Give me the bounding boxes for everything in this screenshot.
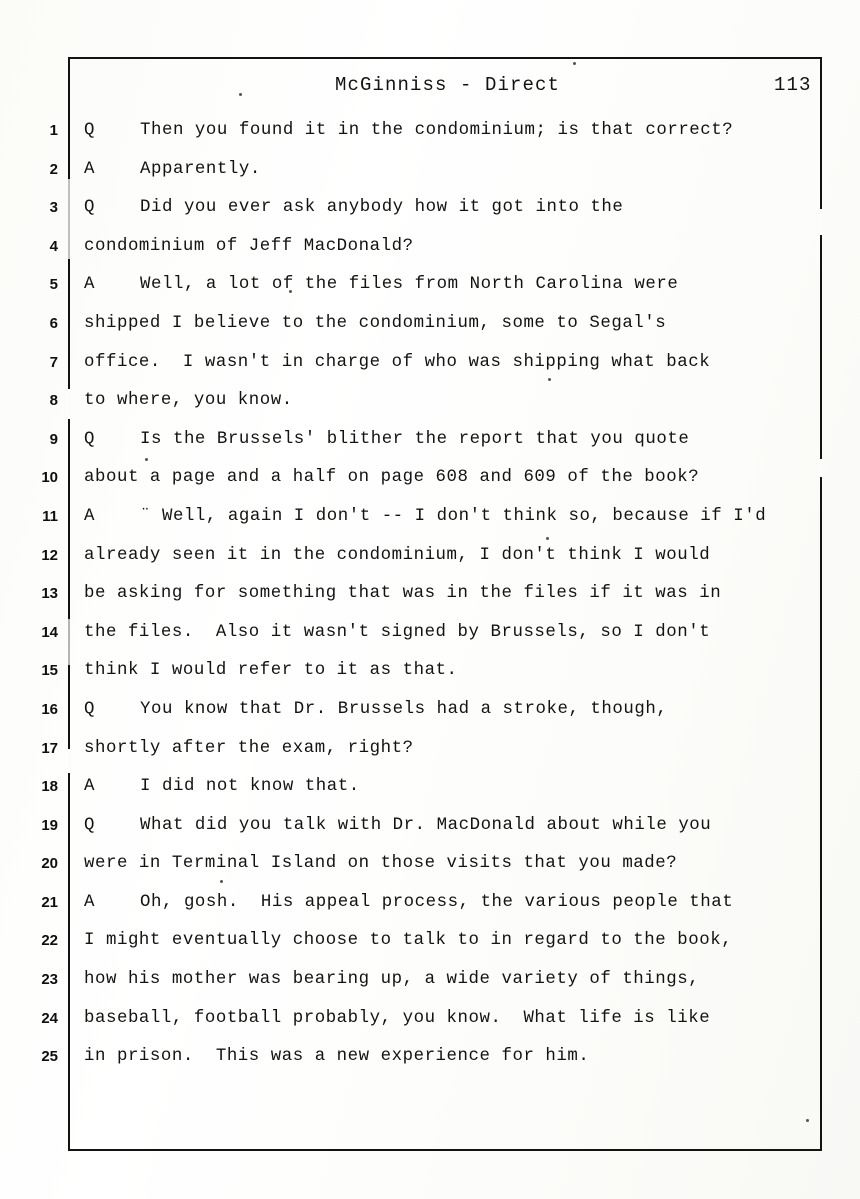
transcript-line-text: to where, you know.	[84, 391, 293, 411]
transcript-line	[84, 620, 808, 659]
line-number-gutter	[20, 118, 64, 1083]
transcript-line-text: You know that Dr. Brussels had a stroke, though,	[140, 699, 668, 719]
transcript-line	[84, 234, 808, 273]
transcript-line-text: office. I wasn't in charge of who was shipping what back	[84, 352, 711, 372]
line-number: 15	[41, 662, 58, 680]
line-number: 3	[49, 199, 58, 217]
transcript-line-text: What did you talk with Dr. MacDonald about while you	[140, 815, 712, 835]
line-number: 10	[41, 469, 58, 487]
speaker-marker: Q	[84, 121, 95, 140]
transcript-line	[84, 157, 808, 196]
line-number: 5	[49, 276, 58, 294]
transcript-line	[84, 543, 808, 582]
line-number: 9	[49, 430, 58, 448]
transcript-line	[84, 736, 808, 775]
line-number: 23	[41, 971, 58, 989]
transcript-line	[84, 311, 808, 350]
line-number: 12	[41, 546, 58, 564]
line-number: 7	[49, 353, 58, 371]
transcript-line-text: Well, a lot of the files from North Carolina were	[140, 275, 679, 295]
speaker-marker: A	[84, 275, 95, 295]
speaker-marker: Q	[84, 699, 95, 719]
transcript-line	[84, 1006, 808, 1045]
transcript-line-text: shortly after the exam, right?	[84, 738, 414, 758]
transcript-line-text: the files. Also it wasn't signed by Brussels, so I don't	[84, 622, 711, 642]
transcript-line	[84, 774, 808, 813]
transcript-line	[84, 581, 808, 620]
transcript-line	[84, 890, 808, 929]
speaker-marker: Q	[84, 815, 95, 835]
scan-speck	[239, 93, 242, 96]
transcript-line	[84, 967, 808, 1006]
transcript-line-text: about a page and a half on page 608 and 609 of the book?	[84, 468, 700, 488]
transcript-line-text: ¨ Well, again I don't -- I don't think so, because if I'd	[140, 506, 767, 526]
transcript-line-text: in prison. This was a new experience for him.	[84, 1047, 590, 1067]
transcript-line	[84, 851, 808, 890]
speaker-marker: Q	[84, 198, 95, 218]
line-number: 8	[49, 392, 58, 410]
line-number: 19	[41, 816, 58, 834]
line-number: 2	[49, 160, 58, 178]
line-number: 21	[41, 893, 58, 911]
transcript-line	[84, 697, 808, 736]
line-number: 14	[41, 623, 58, 641]
transcript-line	[84, 388, 808, 427]
transcript-line-text: shipped I believe to the condominium, some to Segal's	[84, 313, 667, 333]
line-number: 4	[49, 237, 58, 255]
line-number: 1	[49, 122, 58, 139]
line-number: 13	[41, 585, 58, 603]
transcript-line	[84, 195, 808, 234]
scan-speck	[806, 1119, 809, 1122]
border-scan-gap	[68, 389, 71, 419]
border-scan-gap	[819, 209, 822, 235]
page-number: 113	[774, 74, 812, 96]
transcript-line	[84, 118, 808, 157]
transcript-line	[84, 1044, 808, 1083]
transcript-line	[84, 465, 808, 504]
border-scan-gap	[819, 459, 822, 477]
transcript-line-text: how his mother was bearing up, a wide variety of things,	[84, 970, 700, 990]
transcript-line	[84, 658, 808, 697]
transcript-header-title: McGinniss - Direct	[335, 74, 561, 96]
transcript-line	[84, 427, 808, 466]
line-number: 11	[42, 507, 58, 525]
transcript-line-text: I might eventually choose to talk to in regard to the book,	[84, 931, 733, 951]
transcript-line-text: Oh, gosh. His appeal process, the various people that	[140, 892, 734, 912]
speaker-marker: Q	[84, 429, 95, 449]
transcript-line	[84, 504, 808, 543]
speaker-marker: A	[84, 506, 95, 526]
transcript-line	[84, 928, 808, 967]
transcript-line	[84, 272, 808, 311]
transcript-body	[84, 118, 808, 1083]
line-number: 16	[41, 700, 58, 718]
transcript-line-text: condominium of Jeff MacDonald?	[84, 236, 414, 256]
transcript-line-text: baseball, football probably, you know. What life is like	[84, 1008, 711, 1028]
line-number: 25	[41, 1048, 58, 1066]
line-number: 24	[41, 1009, 58, 1027]
line-number: 17	[41, 739, 58, 757]
transcript-line-text: were in Terminal Island on those visits that you made?	[84, 854, 678, 874]
transcript-line-text: Then you found it in the condominium; is that correct?	[140, 121, 734, 140]
border-scan-gap	[68, 749, 71, 773]
scan-speck	[573, 62, 576, 65]
speaker-marker: A	[84, 777, 95, 797]
line-number: 6	[49, 314, 58, 332]
line-number: 18	[41, 778, 58, 796]
line-number: 20	[41, 855, 58, 873]
transcript-line-text: already seen it in the condominium, I don't think I would	[84, 545, 711, 565]
speaker-marker: A	[84, 892, 95, 912]
transcript-line-text: Is the Brussels' blither the report that you quote	[140, 429, 690, 449]
transcript-line-text: Apparently.	[140, 159, 261, 179]
transcript-line	[84, 813, 808, 852]
transcript-line-text: I did not know that.	[140, 777, 360, 797]
line-number: 22	[41, 932, 58, 950]
transcript-line-text: think I would refer to it as that.	[84, 661, 458, 681]
page-header	[68, 74, 822, 104]
speaker-marker: A	[84, 159, 95, 179]
transcript-line-text: Did you ever ask anybody how it got into the	[140, 198, 624, 218]
transcript-line	[84, 350, 808, 389]
transcript-line-text: be asking for something that was in the files if it was in	[84, 584, 722, 604]
